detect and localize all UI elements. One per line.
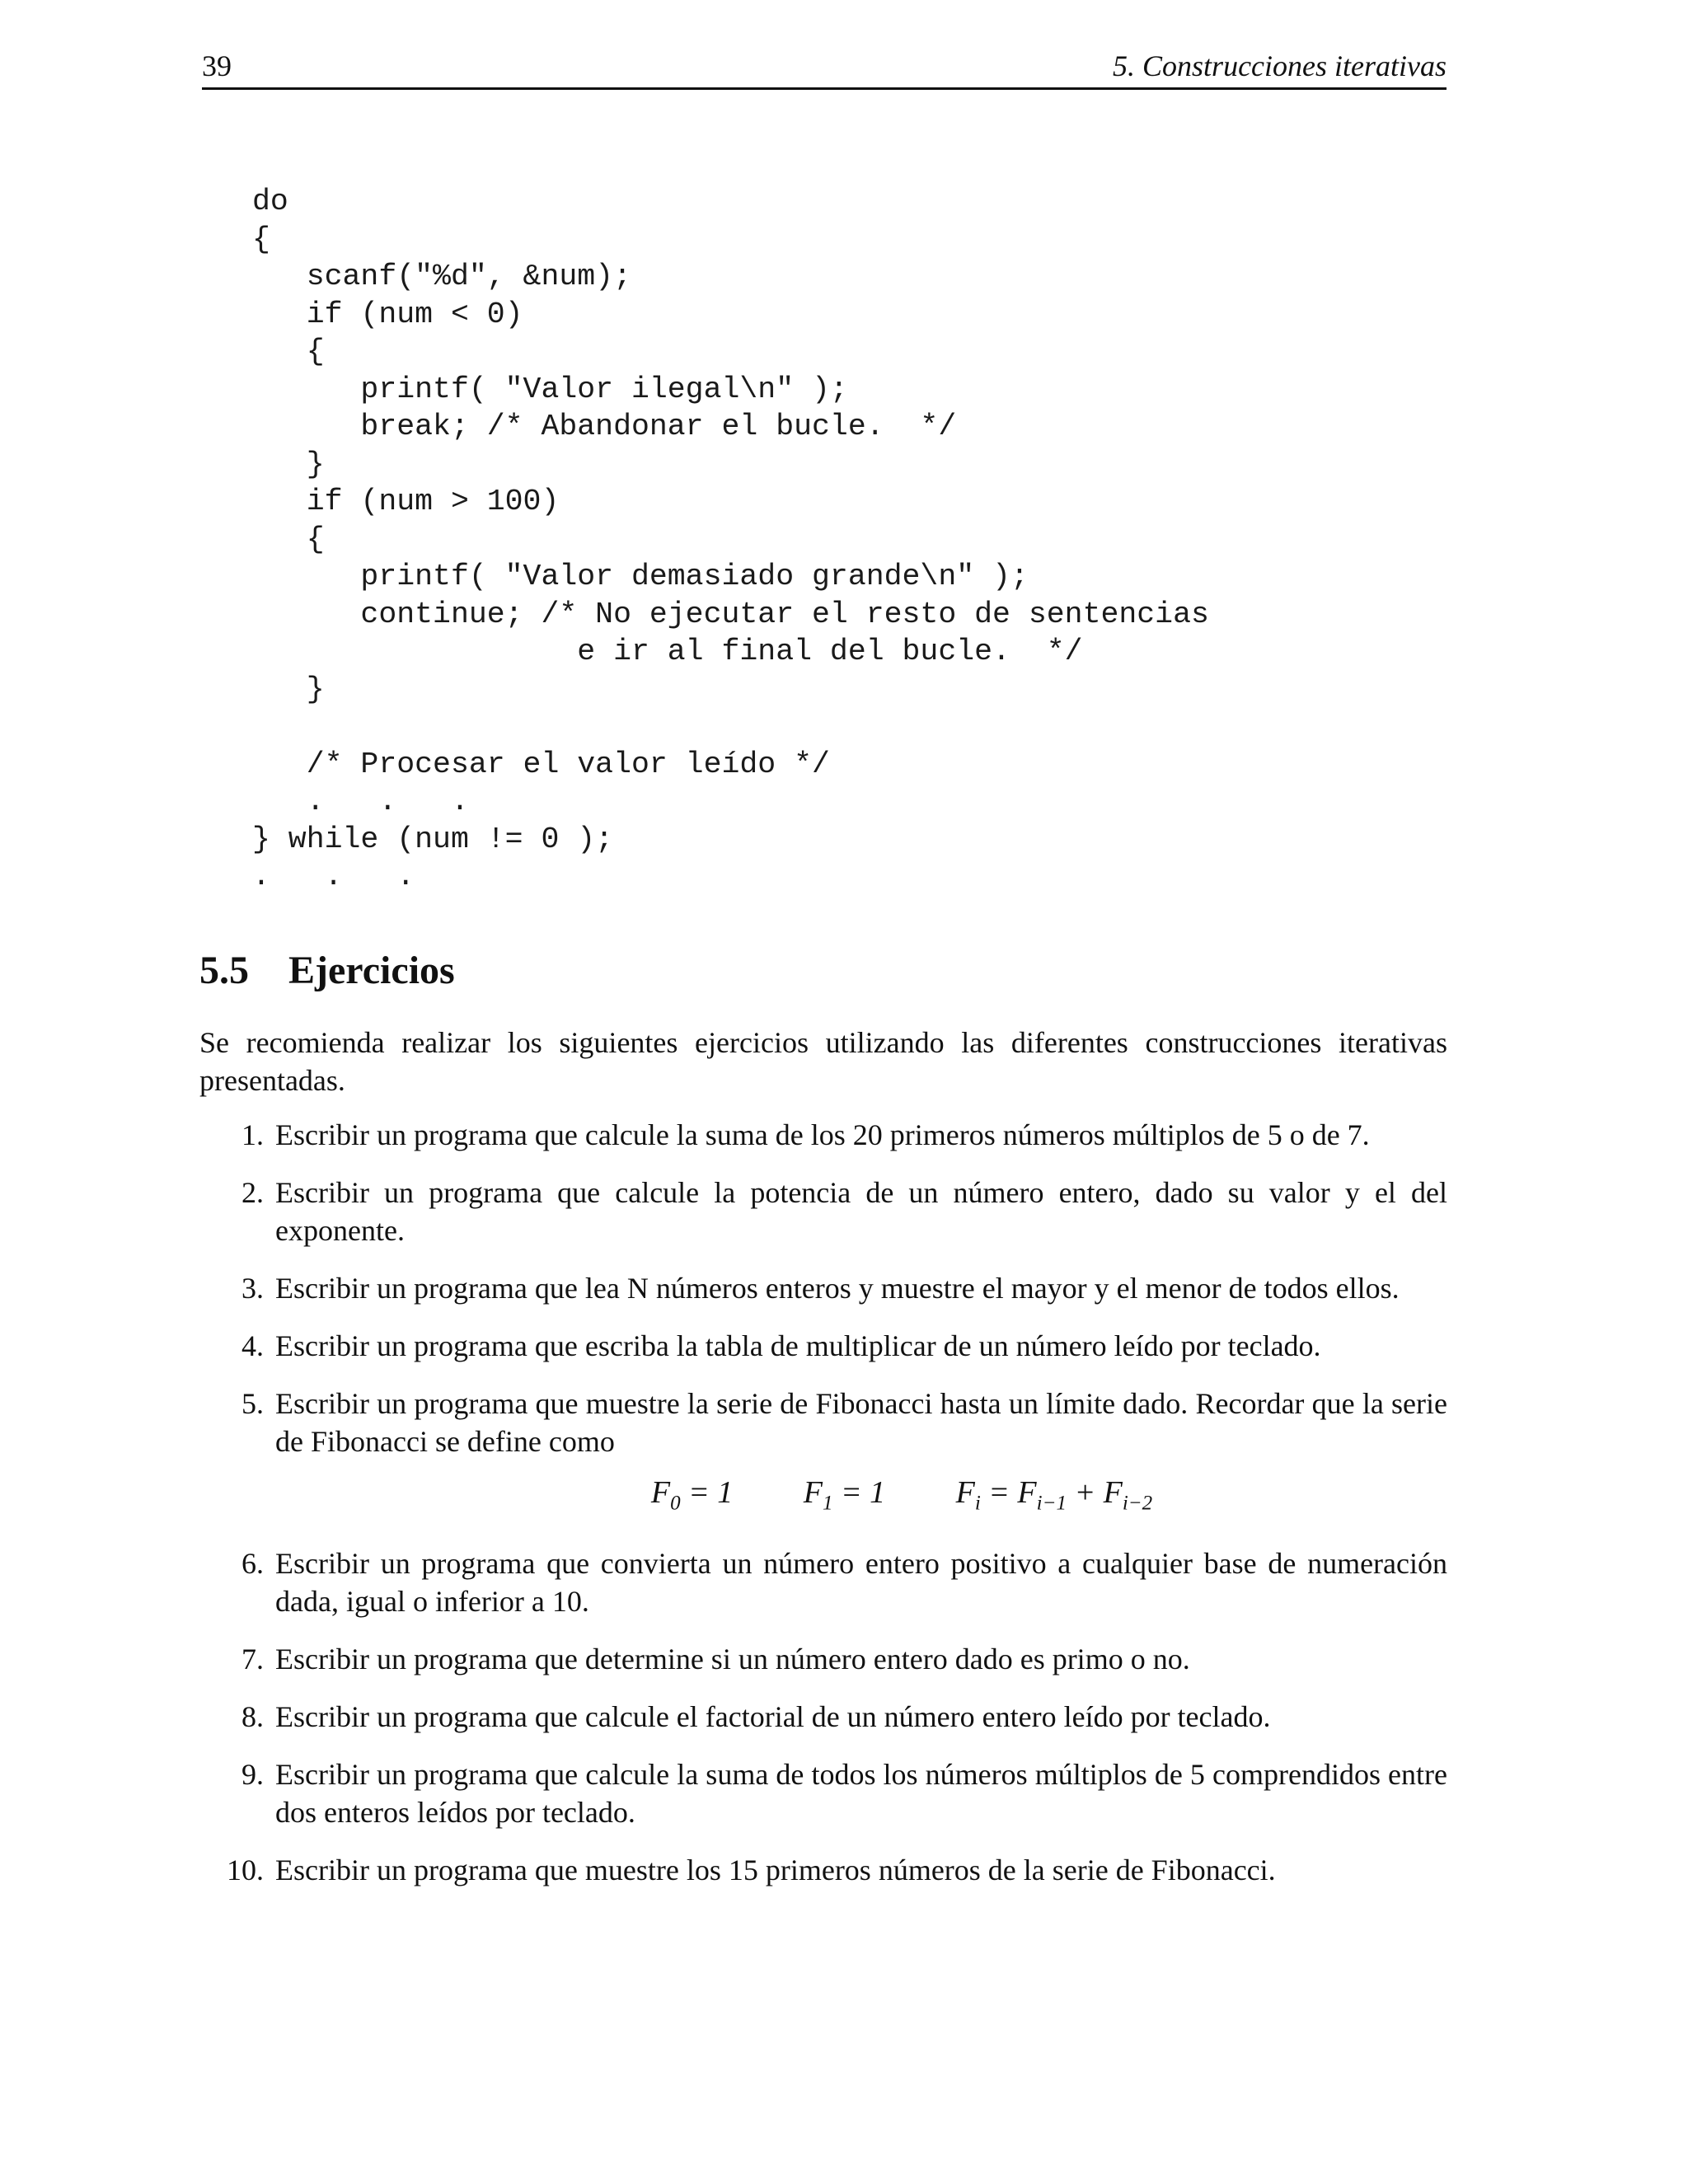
- item-number: 3.: [241, 1272, 264, 1305]
- item-text: Escribir un programa que muestre la serie de Fibonacci hasta un límite dado. Recordar que la serie de Fibonacci se define como: [275, 1387, 1447, 1458]
- formula-subscript: 0: [670, 1492, 681, 1515]
- code-line: continue; /* No ejecutar el resto de sentencias: [252, 597, 1209, 631]
- formula-f1: [804, 1472, 885, 1525]
- item-text: Escribir un programa que calcule el factorial de un número entero leído por teclado.: [275, 1699, 1271, 1733]
- formula-f0: [651, 1472, 733, 1525]
- code-line: /* Procesar el valor leído */: [252, 747, 830, 781]
- formula-text: = F: [980, 1475, 1037, 1510]
- code-line: {: [252, 335, 325, 368]
- item-text: Escribir un programa que escriba la tabla de multiplicar de un número leído por teclado.: [275, 1329, 1321, 1362]
- formula-symbol: F: [650, 1475, 671, 1510]
- code-line: {: [252, 222, 270, 256]
- list-item: [199, 1327, 1447, 1365]
- section-title: Ejercicios: [288, 949, 455, 992]
- page-number: 39: [202, 49, 232, 82]
- item-text: Escribir un programa que lea N números enteros y muestre el mayor y el menor de todos ellos.: [275, 1272, 1400, 1305]
- item-number: 6.: [241, 1546, 264, 1580]
- list-item: [199, 1544, 1447, 1620]
- code-line: }: [252, 447, 325, 481]
- code-line: if (num > 100): [252, 485, 560, 518]
- list-item: [199, 1640, 1447, 1678]
- code-line: . . .: [252, 785, 469, 818]
- section-heading: [199, 946, 455, 996]
- list-item: [199, 1755, 1447, 1831]
- formula-text: = 1: [832, 1475, 886, 1510]
- item-number: 5.: [241, 1387, 264, 1420]
- code-line: } while (num != 0 );: [252, 822, 614, 856]
- item-text: Escribir un programa que determine si un número entero dado es primo o no.: [275, 1642, 1190, 1675]
- list-item: [199, 1116, 1447, 1154]
- item-text: Escribir un programa que calcule la suma de los 20 primeros números múltiplos de 5 o de 7.: [275, 1118, 1370, 1151]
- item-number: 4.: [241, 1329, 264, 1362]
- formula-subscript: i−1: [1036, 1492, 1067, 1515]
- chapter-title: 5. Construcciones iterativas: [1113, 49, 1447, 82]
- list-item: [199, 1851, 1447, 1889]
- list-item: [199, 1698, 1447, 1736]
- exercise-list: [199, 1116, 1447, 1909]
- list-item: [199, 1269, 1447, 1307]
- formula-text: + F: [1066, 1475, 1123, 1510]
- code-line: printf( "Valor demasiado grande\n" );: [252, 560, 1029, 593]
- item-number: 7.: [241, 1642, 264, 1675]
- code-line: do: [252, 185, 288, 218]
- code-line: {: [252, 522, 325, 556]
- list-item: [199, 1174, 1447, 1249]
- formula-fi: [956, 1472, 1153, 1525]
- item-text: Escribir un programa que convierta un número entero positivo a cualquier base de numeración dada, igual o inferior a 10.: [275, 1546, 1447, 1618]
- formula-subscript: 1: [822, 1492, 833, 1515]
- item-number: 8.: [241, 1699, 264, 1733]
- item-number: 9.: [241, 1757, 264, 1791]
- formula-subscript: i: [974, 1492, 981, 1515]
- item-number: 10.: [227, 1853, 264, 1886]
- item-number: 2.: [241, 1176, 264, 1209]
- code-line: e ir al final del bucle. */: [252, 635, 1083, 668]
- fibonacci-formula: [199, 1472, 1447, 1525]
- item-text: Escribir un programa que calcule la potencia de un número entero, dado su valor y el del exponente.: [275, 1176, 1447, 1247]
- code-line: printf( "Valor ilegal\n" );: [252, 372, 848, 406]
- code-line: }: [252, 672, 325, 706]
- code-line: scanf("%d", &num);: [252, 260, 631, 293]
- formula-text: = 1: [680, 1475, 734, 1510]
- item-text: Escribir un programa que calcule la suma de todos los números múltiplos de 5 comprendidos entre dos enteros leídos por teclado.: [275, 1757, 1447, 1829]
- item-number: 1.: [241, 1118, 264, 1151]
- formula-subscript: i−2: [1122, 1492, 1153, 1515]
- code-line: if (num < 0): [252, 297, 523, 331]
- item-text: Escribir un programa que muestre los 15 primeros números de la serie de Fibonacci.: [275, 1853, 1276, 1886]
- list-item: [199, 1385, 1447, 1525]
- formula-symbol: F: [955, 1475, 975, 1510]
- code-listing: [252, 183, 1209, 896]
- running-header: [202, 43, 1447, 90]
- section-number: 5.5: [199, 949, 249, 992]
- code-line: break; /* Abandonar el bucle. */: [252, 410, 957, 443]
- formula-symbol: F: [803, 1475, 823, 1510]
- intro-paragraph: Se recomienda realizar los siguientes ejercicios utilizando las diferentes construcciones iterativas presentadas.: [199, 1026, 1447, 1097]
- code-line: . . .: [252, 860, 415, 893]
